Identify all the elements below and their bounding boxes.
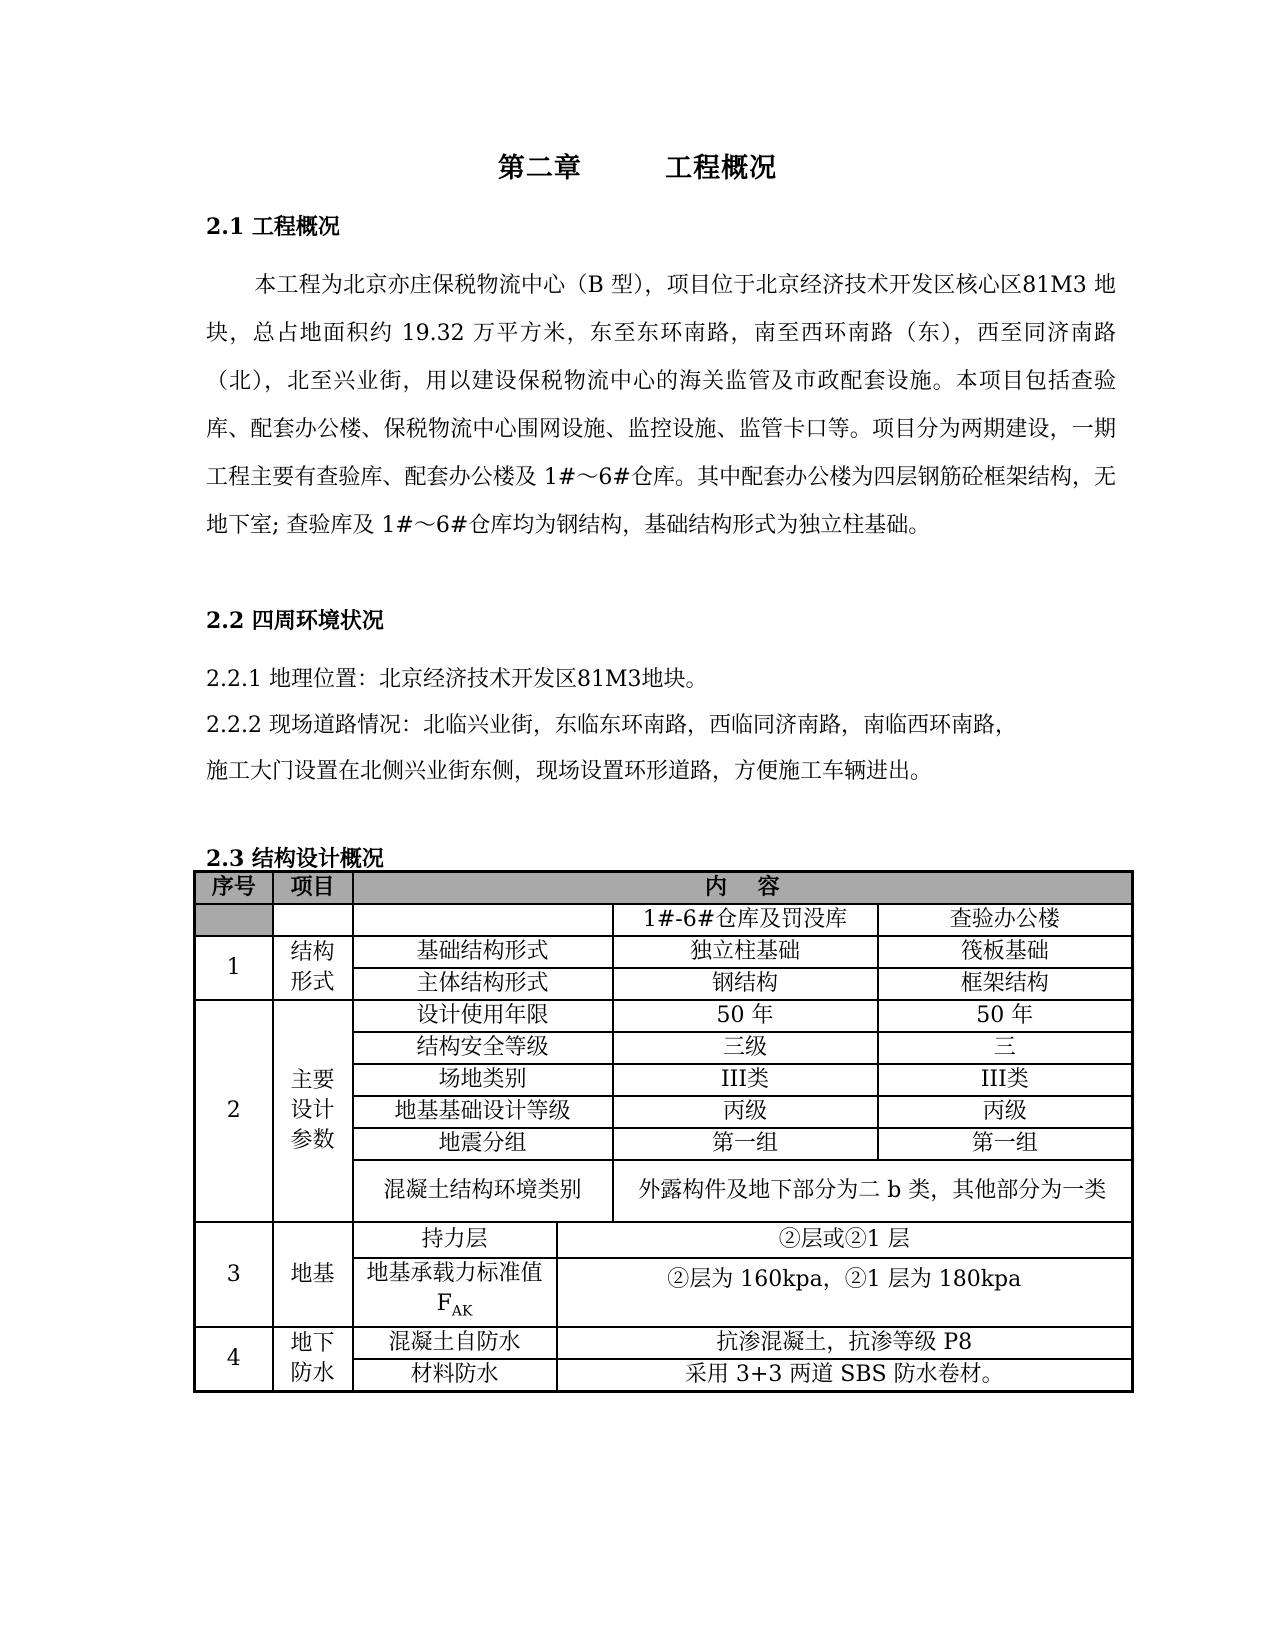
bearing-label: 地基承载力标准值 F bbox=[366, 1261, 543, 1316]
subheader-blank-item bbox=[273, 904, 353, 936]
subheader-col-a: 1#-6#仓库及罚没库 bbox=[613, 904, 878, 936]
table-header-row bbox=[195, 872, 1133, 905]
table-row bbox=[195, 1327, 1133, 1359]
row-value-a: 独立柱基础 bbox=[613, 936, 878, 968]
subheader-blank-no bbox=[195, 904, 273, 936]
row-value-b: 框架结构 bbox=[878, 968, 1133, 1000]
row-value-a: 三级 bbox=[613, 1032, 878, 1064]
structure-design-table bbox=[193, 870, 1134, 1393]
table-row bbox=[195, 1000, 1133, 1032]
row-value-b: 第一组 bbox=[878, 1128, 1133, 1160]
row-item: 主体结构形式 bbox=[353, 968, 613, 1000]
row-value-env: 外露构件及地下部分为二 b 类，其他部分为一类 bbox=[613, 1160, 1133, 1222]
header-no: 序号 bbox=[195, 872, 273, 905]
row-item: 地震分组 bbox=[353, 1128, 613, 1160]
row-item: 设计使用年限 bbox=[353, 1000, 613, 1032]
section-2-1-paragraph bbox=[206, 262, 1116, 550]
row-value-a: 50 年 bbox=[613, 1000, 878, 1032]
row-value-a: 钢结构 bbox=[613, 968, 878, 1000]
road-line-1: 2.2.2 现场道路情况：北临兴业街，东临东环南路，西临同济南路，南临西环南路， bbox=[206, 713, 1017, 738]
bearing-subscript: AK bbox=[451, 1303, 473, 1320]
row-item: 混凝土自防水 bbox=[353, 1327, 557, 1359]
row-value-b: 50 年 bbox=[878, 1000, 1133, 1032]
location-line: 2.2.1 地理位置：北京经济技术开发区81M3地块。 bbox=[206, 667, 708, 692]
row-value-b: 筏板基础 bbox=[878, 936, 1133, 968]
row-item: 地基基础设计等级 bbox=[353, 1096, 613, 1128]
row-value-b: 丙级 bbox=[878, 1096, 1133, 1128]
row-no: 1 bbox=[195, 936, 273, 1000]
chapter-title: 第二章 工程概况 bbox=[497, 153, 778, 184]
row-value-b: 三 bbox=[878, 1032, 1133, 1064]
subheader-col-b: 查验办公楼 bbox=[878, 904, 1133, 936]
row-group: 地下防水 bbox=[273, 1327, 353, 1392]
row-group: 地基 bbox=[273, 1222, 353, 1327]
row-value: 抗渗混凝土，抗渗等级 P8 bbox=[557, 1327, 1133, 1359]
row-value: ②层为 160kpa，②1 层为 180kpa bbox=[557, 1258, 1133, 1327]
row-no: 3 bbox=[195, 1222, 273, 1327]
header-item: 项目 bbox=[273, 872, 353, 905]
row-group: 结构形式 bbox=[273, 936, 353, 1000]
row-value-a: III类 bbox=[613, 1064, 878, 1096]
table-subheader-row bbox=[195, 904, 1133, 936]
row-item: 材料防水 bbox=[353, 1359, 557, 1392]
row-item: 结构安全等级 bbox=[353, 1032, 613, 1064]
row-item: 基础结构形式 bbox=[353, 936, 613, 968]
section-2-1-text: 本工程为北京亦庄保税物流中心（B 型），项目位于北京经济技术开发区核心区81M3 地块，总占地面积约 19.32 万平方米，东至东环南路，南至西环南路（东），西至同济南路（北），北至兴业街，用以建设保税物流中心的海关监管及市政配套设施。本项目包括查验库、配套办公楼、保税物流中心围网设施、监控设施、监管卡口等。项目分为两期建设，一期工程主要有查验库、配套办公楼及 1#～6#仓库。其中配套办公楼为四层钢筋砼框架结构，无地下室; 查验库及 1#～6#仓库均为钢结构，基础结构形式为独立柱基础。 bbox=[206, 273, 1116, 538]
row-item: 持力层 bbox=[353, 1222, 557, 1258]
row-value-a: 丙级 bbox=[613, 1096, 878, 1128]
row-group: 主要设计参数 bbox=[273, 1000, 353, 1222]
row-item-bearing bbox=[353, 1258, 557, 1327]
row-value-a: 第一组 bbox=[613, 1128, 878, 1160]
header-content: 内 容 bbox=[353, 872, 1133, 905]
row-item: 场地类别 bbox=[353, 1064, 613, 1096]
section-2-2-heading: 2.2 四周环境状况 bbox=[206, 608, 384, 634]
table-row bbox=[195, 936, 1133, 968]
row-value-b: III类 bbox=[878, 1064, 1133, 1096]
table-row bbox=[195, 1222, 1133, 1258]
row-value: ②层或②1 层 bbox=[557, 1222, 1133, 1258]
subheader-blank-param bbox=[353, 904, 613, 936]
road-line-2: 施工大门设置在北侧兴业街东侧，现场设置环形道路，方便施工车辆进出。 bbox=[206, 759, 933, 784]
section-2-3-heading: 2.3 结构设计概况 bbox=[206, 846, 384, 872]
row-item-env: 混凝土结构环境类别 bbox=[353, 1160, 613, 1222]
row-no: 2 bbox=[195, 1000, 273, 1222]
section-2-1-heading: 2.1 工程概况 bbox=[206, 214, 340, 240]
row-value: 采用 3+3 两道 SBS 防水卷材。 bbox=[557, 1359, 1133, 1392]
row-no: 4 bbox=[195, 1327, 273, 1392]
